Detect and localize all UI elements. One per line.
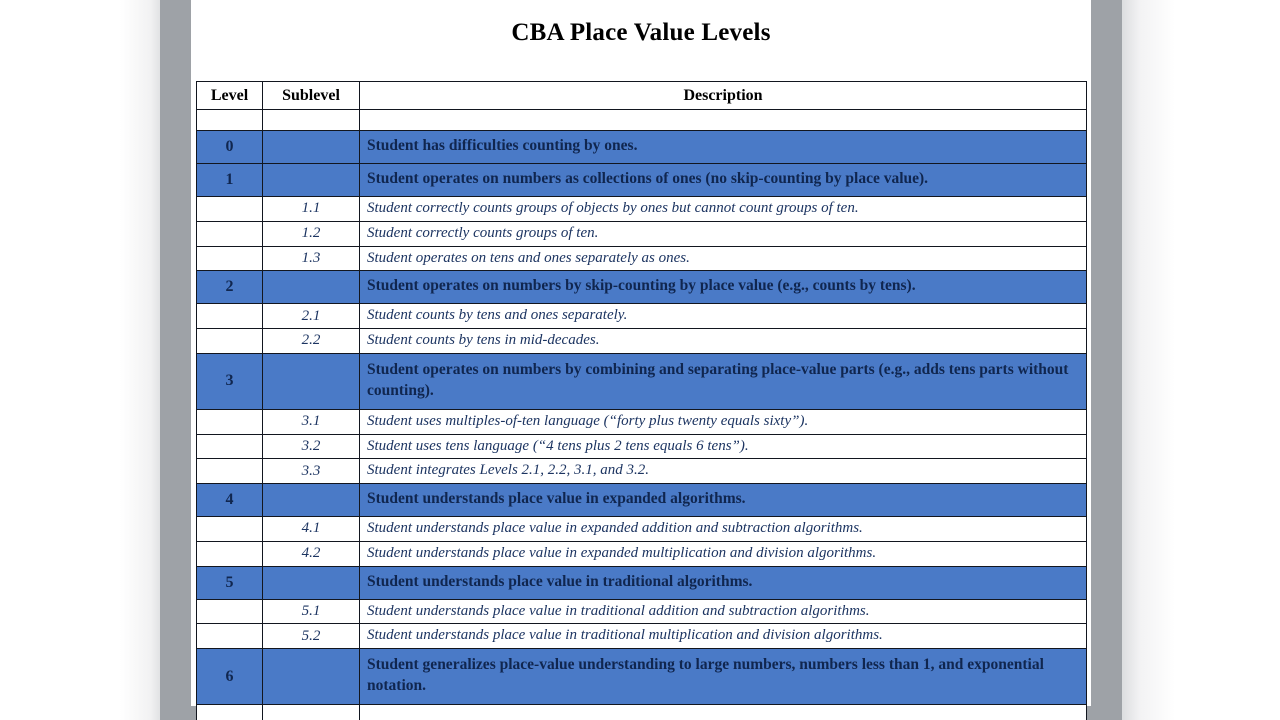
column-header-level: Level [197, 82, 263, 110]
cell-sublevel: 3.1 [263, 409, 360, 434]
table-row [197, 197, 1087, 222]
table-row [197, 484, 1087, 517]
table-row [197, 131, 1087, 164]
cell-level [197, 197, 263, 222]
cell-sublevel: 1.2 [263, 221, 360, 246]
table-row [197, 409, 1087, 434]
column-header-sublevel: Sublevel [263, 82, 360, 110]
cell-level: 5 [197, 566, 263, 599]
cell-level: 0 [197, 131, 263, 164]
cell-sublevel [263, 131, 360, 164]
cell-sublevel: 5.2 [263, 624, 360, 649]
cell-sublevel [263, 566, 360, 599]
table-row [197, 304, 1087, 329]
cell-sublevel: 5.1 [263, 599, 360, 624]
cell-description: Student counts by tens in mid-decades. [360, 329, 1087, 354]
cell-description: Student operates on tens and ones separately as ones. [360, 246, 1087, 271]
cell-description: Student has difficulties counting by ones. [360, 131, 1087, 164]
cell-sublevel [263, 353, 360, 409]
cell-description: Student counts by tens and ones separately. [360, 304, 1087, 329]
cell-sublevel: 1.3 [263, 246, 360, 271]
cell-description: Student uses tens language (“4 tens plus 2 tens equals 6 tens”). [360, 434, 1087, 459]
cell-description: Student operates on numbers as collections of ones (no skip-counting by place value). [360, 164, 1087, 197]
cell-sublevel [263, 271, 360, 304]
document-page [191, 0, 1091, 706]
trailing-cell-description [360, 705, 1087, 720]
table-header-row [197, 82, 1087, 110]
cell-description: Student generalizes place-value understanding to large numbers, numbers less than 1, and exponential notation. [360, 649, 1087, 705]
cell-description: Student operates on numbers by skip-counting by place value (e.g., counts by tens). [360, 271, 1087, 304]
cell-sublevel [263, 649, 360, 705]
cba-table-container [196, 81, 1086, 720]
table-row [197, 566, 1087, 599]
cell-description: Student understands place value in traditional algorithms. [360, 566, 1087, 599]
cell-description: Student uses multiples-of-ten language (“forty plus twenty equals sixty”). [360, 409, 1087, 434]
cell-level [197, 221, 263, 246]
cell-description: Student correctly counts groups of objects by ones but cannot count groups of ten. [360, 197, 1087, 222]
table-header [197, 82, 1087, 110]
cell-description: Student operates on numbers by combining and separating place-value parts (e.g., adds tens parts without counting). [360, 353, 1087, 409]
cell-level [197, 246, 263, 271]
cell-sublevel: 2.1 [263, 304, 360, 329]
cell-description: Student understands place value in expanded multiplication and division algorithms. [360, 541, 1087, 566]
cell-sublevel: 2.2 [263, 329, 360, 354]
table-row [197, 353, 1087, 409]
cell-sublevel [263, 164, 360, 197]
cba-place-value-table [196, 81, 1087, 720]
cell-sublevel: 3.3 [263, 459, 360, 484]
cell-description: Student understands place value in traditional multiplication and division algorithms. [360, 624, 1087, 649]
table-row [197, 649, 1087, 705]
table-row [197, 517, 1087, 542]
spacer-cell-sublevel [263, 110, 360, 131]
cell-level [197, 409, 263, 434]
table-row [197, 624, 1087, 649]
table-spacer-row [197, 110, 1087, 131]
table-row [197, 434, 1087, 459]
table-row [197, 459, 1087, 484]
cell-level: 6 [197, 649, 263, 705]
column-header-description: Description [360, 82, 1087, 110]
cell-level [197, 599, 263, 624]
cell-level: 4 [197, 484, 263, 517]
table-row [197, 541, 1087, 566]
cell-description: Student correctly counts groups of ten. [360, 221, 1087, 246]
cell-sublevel: 1.1 [263, 197, 360, 222]
trailing-cell-level [197, 705, 263, 720]
table-row [197, 599, 1087, 624]
cell-level [197, 459, 263, 484]
table-row [197, 221, 1087, 246]
cell-level: 1 [197, 164, 263, 197]
cell-level [197, 624, 263, 649]
table-trailing-row [197, 705, 1087, 720]
table-row [197, 329, 1087, 354]
table-row [197, 271, 1087, 304]
cell-description: Student understands place value in traditional addition and subtraction algorithms. [360, 599, 1087, 624]
page-title: CBA Place Value Levels [511, 19, 771, 46]
spacer-cell-description [360, 110, 1087, 131]
table-body [197, 110, 1087, 720]
trailing-cell-sublevel [263, 705, 360, 720]
cell-level: 2 [197, 271, 263, 304]
cell-level [197, 329, 263, 354]
cell-description: Student integrates Levels 2.1, 2.2, 3.1, and 3.2. [360, 459, 1087, 484]
cell-description: Student understands place value in expanded addition and subtraction algorithms. [360, 517, 1087, 542]
cell-sublevel: 4.1 [263, 517, 360, 542]
table-row [197, 164, 1087, 197]
spacer-cell-level [197, 110, 263, 131]
table-row [197, 246, 1087, 271]
cell-sublevel: 3.2 [263, 434, 360, 459]
cell-level [197, 434, 263, 459]
cell-level [197, 304, 263, 329]
cell-level [197, 517, 263, 542]
cell-level [197, 541, 263, 566]
cell-sublevel: 4.2 [263, 541, 360, 566]
cell-sublevel [263, 484, 360, 517]
cell-description: Student understands place value in expanded algorithms. [360, 484, 1087, 517]
cell-level: 3 [197, 353, 263, 409]
